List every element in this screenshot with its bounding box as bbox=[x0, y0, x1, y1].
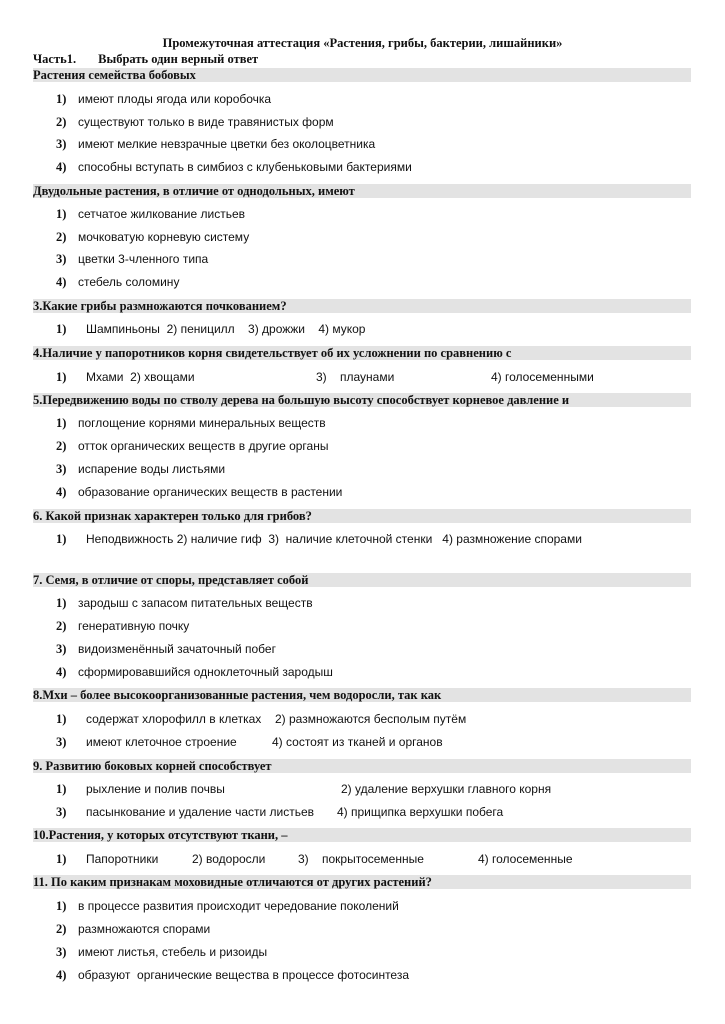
option-text: генеративную почку bbox=[78, 619, 190, 633]
option-text: зародыш с запасом питательных веществ bbox=[78, 596, 313, 610]
option-text: имеют мелкие невзрачные цветки без околоцветника bbox=[78, 137, 376, 151]
option-text: в процессе развития происходит чередование поколений bbox=[78, 899, 399, 913]
q2-option-1 bbox=[56, 207, 245, 221]
q5-option-4 bbox=[56, 485, 342, 499]
option-text: имеют листья, стебель и ризоиды bbox=[78, 945, 268, 959]
option-text: поглощение корнями минеральных веществ bbox=[78, 416, 326, 430]
question-3: 3.Какие грибы размножаются почкованием? bbox=[33, 299, 691, 313]
option-number: 4) bbox=[56, 275, 67, 289]
option-text: Шампиньоны 2) пеницилл 3) дрожжи 4) мукор bbox=[86, 322, 366, 336]
question-4: 4.Наличие у папоротников корня свидетельствует об их усложнении по сравнению с bbox=[33, 346, 691, 360]
option-text: существуют только в виде травянистых форм bbox=[78, 115, 334, 129]
q5-option-1 bbox=[56, 416, 326, 430]
q11-option-2 bbox=[56, 922, 210, 936]
q9-option-2: 2) удаление верхушки главного корня bbox=[341, 782, 552, 796]
option-number: 1) bbox=[56, 416, 67, 430]
option-number: 2) bbox=[56, 619, 67, 633]
option-number: 4) bbox=[56, 160, 67, 174]
option-text: образование органических веществ в растении bbox=[78, 485, 343, 499]
option-number: 1) bbox=[56, 532, 67, 546]
q3-options-line bbox=[56, 322, 365, 336]
part-label: Часть1. bbox=[33, 52, 77, 66]
option-number: 1) bbox=[56, 899, 67, 913]
q4-option-b: 3) плаунами bbox=[316, 370, 395, 384]
q10-option-b: 2) водоросли bbox=[192, 852, 266, 866]
option-number: 4) bbox=[56, 968, 67, 982]
option-number: 3) bbox=[56, 462, 67, 476]
q6-options-line bbox=[56, 532, 582, 546]
q5-option-2 bbox=[56, 439, 328, 453]
option-text: сетчатое жилкование листьев bbox=[78, 207, 246, 221]
option-number: 1) bbox=[56, 207, 67, 221]
question-11: 11. По каким признакам моховидные отличаются от других растений? bbox=[33, 875, 691, 889]
question-9: 9. Развитию боковых корней способствует bbox=[33, 759, 691, 773]
q10-number: 1) bbox=[56, 852, 67, 866]
q4-option-c: 4) голосеменными bbox=[491, 370, 594, 384]
q9-option-3: пасынкование и удаление части листьев bbox=[86, 805, 315, 819]
q7-option-2 bbox=[56, 619, 189, 633]
q2-option-4 bbox=[56, 275, 179, 289]
q10-option-d: 4) голосеменные bbox=[478, 852, 573, 866]
q10-option-c: 3) покрытосеменные bbox=[298, 852, 424, 866]
q9-row2-number: 3) bbox=[56, 805, 67, 819]
option-number: 1) bbox=[56, 92, 67, 106]
option-text: сформировавшийся одноклеточный зародыш bbox=[78, 665, 333, 679]
option-number: 1) bbox=[56, 322, 67, 336]
q7-option-3 bbox=[56, 642, 276, 656]
option-number: 3) bbox=[56, 137, 67, 151]
q9-option-4: 4) прищипка верхушки побега bbox=[337, 805, 504, 819]
option-text: цветки 3-членного типа bbox=[78, 252, 209, 266]
question-10: 10.Растения, у которых отсутствуют ткани, – bbox=[33, 828, 691, 842]
option-number: 2) bbox=[56, 439, 67, 453]
option-number: 3) bbox=[56, 252, 67, 266]
question-6: 6. Какой признак характерен только для грибов? bbox=[33, 509, 691, 523]
q8-row1-number: 1) bbox=[56, 712, 67, 726]
q1-option-1 bbox=[56, 92, 271, 106]
option-number: 2) bbox=[56, 230, 67, 244]
q11-option-3 bbox=[56, 945, 267, 959]
q2-option-2 bbox=[56, 230, 249, 244]
q8-option-1: содержат хлорофилл в клетках bbox=[86, 712, 262, 726]
document-title: Промежуточная аттестация «Растения, грибы, бактерии, лишайники» bbox=[162, 36, 563, 50]
option-text: способны вступать в симбиоз с клубеньковыми бактериями bbox=[78, 160, 412, 174]
option-number: 1) bbox=[56, 596, 67, 610]
part-instruction: Выбрать один верный ответ bbox=[98, 52, 259, 66]
option-text: Неподвижность 2) наличие гиф 3) наличие клеточной стенки 4) размножение спорами bbox=[86, 532, 582, 546]
q4-number: 1) bbox=[56, 370, 67, 384]
q10-option-a: Папоротники bbox=[86, 852, 159, 866]
question-8: 8.Мхи – более высокоорганизованные растения, чем водоросли, так как bbox=[33, 688, 691, 702]
q8-option-3: имеют клеточное строение bbox=[86, 735, 237, 749]
q11-option-4 bbox=[56, 968, 409, 982]
option-text: видоизменённый зачаточный побег bbox=[78, 642, 276, 656]
q1-option-4 bbox=[56, 160, 412, 174]
option-text: отток органических веществ в другие органы bbox=[78, 439, 329, 453]
q9-row1-number: 1) bbox=[56, 782, 67, 796]
option-number: 3) bbox=[56, 642, 67, 656]
option-number: 2) bbox=[56, 115, 67, 129]
question-1: Растения семейства бобовых bbox=[33, 68, 691, 82]
option-number: 2) bbox=[56, 922, 67, 936]
q8-option-2: 2) размножаются бесполым путём bbox=[275, 712, 467, 726]
question-7: 7. Семя, в отличие от споры, представляет собой bbox=[33, 573, 691, 587]
option-text: испарение воды листьями bbox=[78, 462, 226, 476]
option-text: имеют плоды ягода или коробочка bbox=[78, 92, 272, 106]
q8-row2-number: 3) bbox=[56, 735, 67, 749]
q8-option-4: 4) состоят из тканей и органов bbox=[272, 735, 443, 749]
question-5: 5.Передвижению воды по стволу дерева на большую высоту способствует корневое давление и bbox=[33, 393, 691, 407]
q1-option-2 bbox=[56, 115, 334, 129]
option-number: 3) bbox=[56, 945, 67, 959]
part-heading bbox=[33, 52, 258, 67]
option-number: 4) bbox=[56, 665, 67, 679]
option-text: образуют органические вещества в процессе фотосинтеза bbox=[78, 968, 410, 982]
q9-option-1: рыхление и полив почвы bbox=[86, 782, 225, 796]
option-text: стебель соломину bbox=[78, 275, 180, 289]
question-2: Двудольные растения, в отличие от однодольных, имеют bbox=[33, 184, 691, 198]
option-text: размножаются спорами bbox=[78, 922, 211, 936]
option-number: 4) bbox=[56, 485, 67, 499]
q7-option-1 bbox=[56, 596, 313, 610]
q11-option-1 bbox=[56, 899, 399, 913]
option-text: мочковатую корневую систему bbox=[78, 230, 250, 244]
q4-option-a: Мхами 2) хвощами bbox=[86, 370, 195, 384]
q2-option-3 bbox=[56, 252, 208, 266]
q5-option-3 bbox=[56, 462, 225, 476]
q7-option-4 bbox=[56, 665, 333, 679]
q1-option-3 bbox=[56, 137, 375, 151]
